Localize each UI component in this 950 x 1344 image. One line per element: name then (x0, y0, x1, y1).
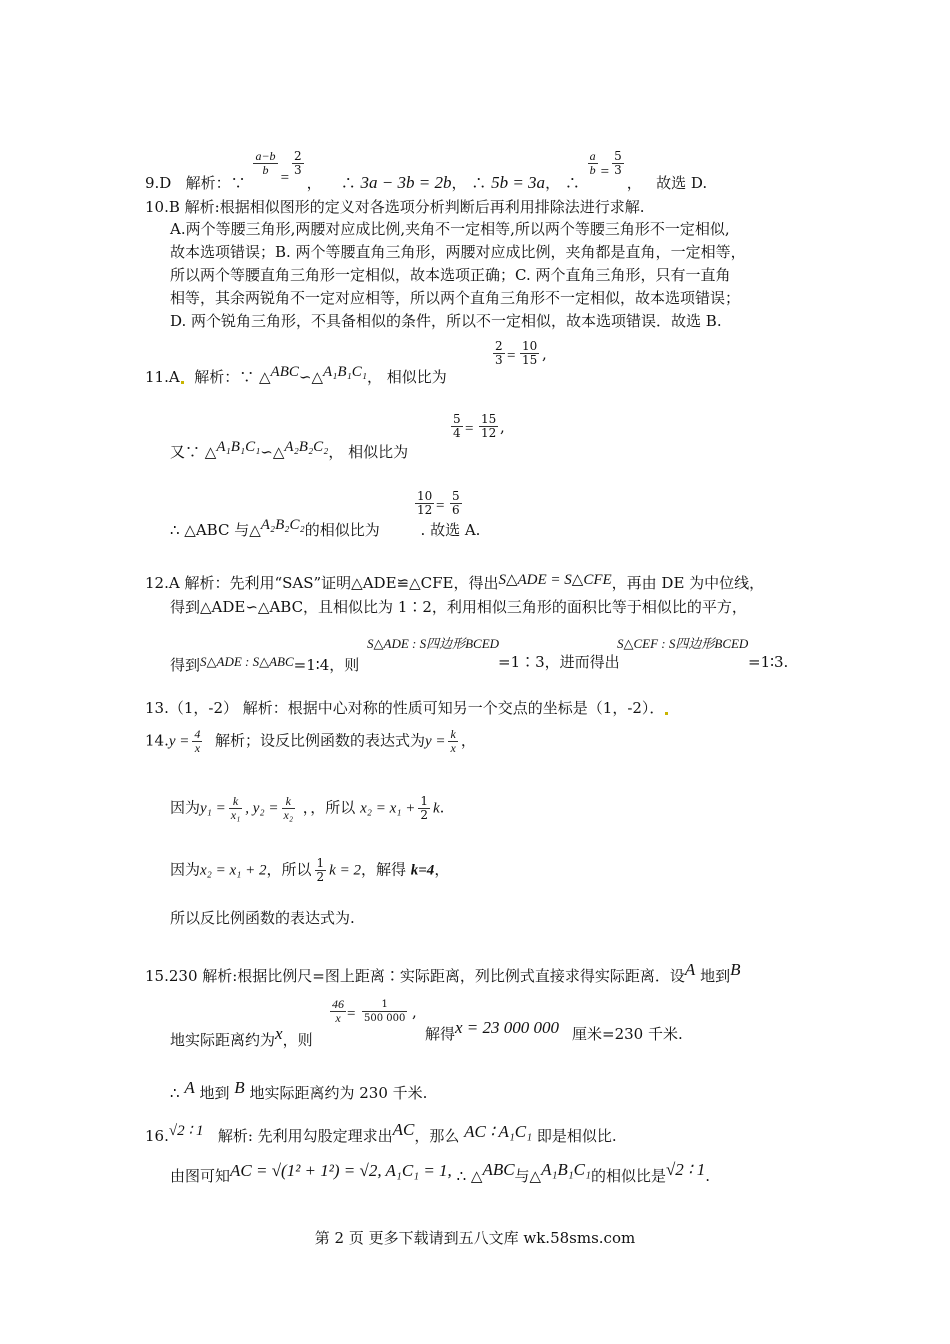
q13-line: 13.（1，-2） 解析：根据中心对称的性质可知另一个交点的坐标是（1，-2）． (145, 698, 669, 718)
q16-line-1: 16.√2 ∶ 1 解析: 先利用勾股定理求出AC，那么 AC ∶ A₁C₁ 即是相似比. (145, 1120, 617, 1145)
q9-line: 9.D 解析：∵ $\frac{a-b}{b}$ = $\frac{2}{3}$ ， ∴ 3a − 3b = 2b， ∴ 5b = 3a， ∴ $\frac{a}{b}$ = $\frac{5}{3}$ ， 故选 D. (145, 149, 708, 192)
q11-frac-1: 2 3 (495, 339, 503, 367)
q11-frac-5: 10 12 (417, 489, 433, 517)
q10-line-3: 故本选项错误；B. 两个等腰直角三角形，两腰对应成比例，夹角都是直角，一定相等， (170, 243, 746, 261)
document-page: 9.D 解析：∵ $\frac{a-b}{b}$ = $\frac{2}{3}$ ， ∴ 3a − 3b = 2b， ∴ 5b = 3a， ∴ $\frac{a}{b}$ = $\frac{5}{3}$ ， 故选 D. 10.B 解析:根据相似图形的定义对各选项分析判断后再利用排除法进行求解. A.两个等腰三角形,两腰对应成比例,夹角不一定相等,所以两个等腰三角形不一定相似, 故本选项错误；B. 两个等腰直角三角形，两腰对应成比例，夹角都是直角，一定相等， 所以两个等腰直角三角形一定相似，故本选项正确；C. 两个直角三角形，只有一直角 相等，其余两锐角不一定对应相等，所以两个直角三角形不一定相似，故本选项错误； D. 两个锐角三角形，不具备相似的条件，所以不一定相似，故本选项错误．故选 B. 2 3 = 10 15 , 11.A 解析：∵ △ABC∽△A₁B₁C₁， 相似比为 5 4 = 15 12 , 又∵ △A₁B₁C₁∽△A₂B₂C₂， 相似比为 10 12 = 5 6 ∴ △ABC 与△A₂B₂C₂的相似比为 . 故选 A. 12.A 解析：先利用“SAS”证明△ADE≌△CFE，得出S△ADE = S△CFE，再由 DE 为中位线， 得到△ADE∽△ABC，且相似比为 1∶2，利用相似三角形的面积比等于相似比的平方， 得到S△ADE : S△ABC=1∶4，则 S△ADE : S四边形BCED =1∶3，进而得出 S△CEF : S四边形BCED =1∶3. 13.（1，-2） 解析：根据中心对称的性质可知另一个交点的坐标是（1，-2）． 14.y = $\frac{4}{x}$ 解析；设反比例函数的表达式为y = $\frac{k}{x}$ ， 因为y₁ = $\frac{k}{\text{x₁}}$ , y₂ = $\frac{k}{\text{x₂}}$ ，，所以 x₂ = x₁ + $\frac{1}{2}$ k. 因为x₂ = x₁ + 2，所以 $\frac{1}{2}$ k = 2，解得 k=4， 所以反比例函数的表达式为. 15.230 解析:根据比例尺=图上距离∶实际距离，列比例式直接求得实际距离．设A 地到B 46 x = 1 500 000 , 地实际距离约为x，则 解得 x = 23 000 000 厘米=230 千米. ∴ A 地到 B 地实际距离约为 230 千米. 16.√2 ∶ 1 解析: 先利用勾股定理求出AC，那么 AC ∶ A₁C₁ 即是相似比. 由图可知AC = √(1² + 1²) = √2, A₁C₁ = 1, ∴ △ABC与△A₁B₁C₁的相似比是√2 ∶ 1. 第 2 页 更多下载请到五八文库 wk.58sms.com (0, 0, 950, 1344)
q12-line-3: 得到S△ADE : S△ABC=1∶4，则 S△ADE : S四边形BCED =1∶3，进而得出 S△CEF : S四边形BCED =1∶3. (170, 636, 789, 674)
q10-line-6: D. 两个锐角三角形，不具备相似的条件，所以不一定相似，故本选项错误．故选 B. (170, 312, 722, 330)
q9-frac-2: $\frac{2}{3}$ (294, 149, 302, 177)
q12-ratio-3: S△CEF : S四边形BCED (617, 636, 749, 651)
q12-line-2: 得到△ADE∽△ABC，且相似比为 1∶2，利用相似三角形的面积比等于相似比的平方， (170, 598, 747, 616)
q15-line-2: 地实际距离约为x，则 解得 x = 23 000 000 厘米=230 千米. (170, 1018, 683, 1049)
q12-ratio-2: S△ADE : S四边形BCED (367, 636, 500, 651)
q14-line-2: 因为y₁ = $\frac{k}{\text{x₁}}$ , y₂ = $\frac{k}{\text{x₂}}$ ，，所以 x₂ = x₁ + $\frac{1}{2}$ k. (170, 794, 445, 822)
q9-label: 解析：∵ (185, 174, 246, 192)
q15-line-3: ∴ A 地到 B 地实际距离约为 230 千米. (170, 1078, 428, 1102)
q9-frac-1: $\frac{a-b}{b}$ (255, 149, 276, 177)
q14-line-3: 因为x₂ = x₁ + 2，所以 $\frac{1}{2}$ k = 2，解得 k=4， (170, 856, 450, 884)
q11-frac-4: 15 12 (481, 412, 497, 440)
q10-line-2: A.两个等腰三角形,两腰对应成比例,夹角不一定相等,所以两个等腰三角形不一定相似, (170, 220, 730, 238)
q16-line-2: 由图可知AC = √(1² + 1²) = √2, A₁C₁ = 1, ∴ △ABC与△A₁B₁C₁的相似比是√2 ∶ 1. (170, 1160, 710, 1185)
q9-frac-4: $\frac{5}{3}$ (614, 149, 622, 177)
q9-eq-1: 3a − 3b = 2b (360, 173, 452, 192)
q10-line-4: 所以两个等腰直角三角形一定相似，故本选项正确；C. 两个直角三角形，只有一直角 (170, 266, 731, 284)
q9-number: 9.D (145, 174, 172, 192)
q9-frac-3: $\frac{a}{b}$ (589, 149, 596, 177)
q14-line-1: 14.y = $\frac{4}{x}$ 解析；设反比例函数的表达式为y = $\frac{k}{x}$ ， (145, 727, 476, 755)
q11-frac-6: 5 6 (452, 489, 460, 517)
q11-frac-2: 10 15 (522, 339, 538, 367)
q9-eq-2: 5b = 3a (491, 173, 546, 192)
page-footer: 第 2 页 更多下载请到五八文库 wk.58sms.com (314, 1229, 636, 1247)
q12-line-1: 12.A 解析：先利用“SAS”证明△ADE≌△CFE，得出S△ADE = S△CFE，再由 DE 为中位线， (145, 572, 765, 592)
q11-frac-3: 5 4 (453, 412, 461, 440)
q10-line-5: 相等，其余两锐角不一定对应相等，所以两个直角三角形不一定相似，故本选项错误； (170, 289, 741, 307)
q10-line-1: 10.B 解析:根据相似图形的定义对各选项分析判断后再利用排除法进行求解. (145, 198, 645, 216)
q11-line-3: ∴ △ABC 与△A₂B₂C₂的相似比为 . 故选 A. (170, 517, 481, 539)
q15-line-1: 15.230 解析:根据比例尺=图上距离∶实际距离，列比例式直接求得实际距离．设A 地到B (145, 960, 741, 985)
q14-line-4: 所以反比例函数的表达式为. (170, 909, 355, 927)
q11-line-2: 又∵ △A₁B₁C₁∽△A₂B₂C₂， 相似比为 (170, 439, 409, 461)
q11-line-1-main: 11.A 解析：∵ △ABC∽△A₁B₁C₁， 相似比为 (145, 364, 447, 386)
q11-number: 11.A (145, 368, 180, 386)
